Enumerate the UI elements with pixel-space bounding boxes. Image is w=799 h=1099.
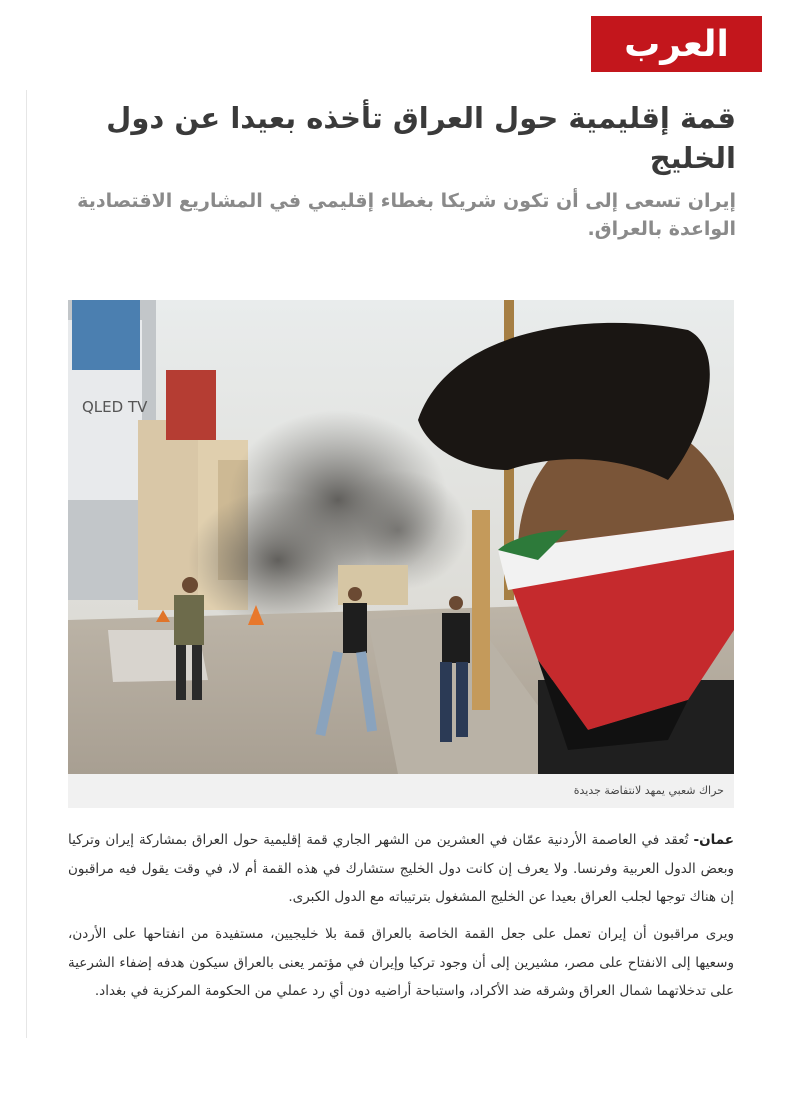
article-paragraph-1: [68, 826, 734, 912]
article-headline: قمة إقليمية حول العراق تأخذه بعيدا عن دول الخليج: [106, 101, 736, 175]
column-divider: [26, 90, 27, 1038]
image-caption: حراك شعبي يمهد لانتفاضة جديدة: [573, 784, 724, 797]
paragraph-1-body: تُعقد في العاصمة الأردنية عمّان في العشرين من الشهر الجاري قمة إقليمية حول العراق بمشاركة إيران وتركيا وبعض الدول العربية وفرنسا. ولا يعرف إن كانت دول الخليج ستشارك في هذه القمة أم لا، في وقت يقول فيه مراقبون إن هناك توجها لجلب العراق بعيدا عن الخليج المشغول بترتيباته مع الدول الكبرى.: [68, 832, 734, 905]
image-caption-bar: [68, 774, 734, 808]
protest-photo-illustration: [68, 300, 734, 774]
site-logo[interactable]: [591, 16, 762, 72]
article-subheadline: إيران تسعى إلى أن تكون شريكا بغطاء إقليمي في المشاريع الاقتصادية الواعدة بالعراق.: [77, 190, 736, 240]
logo-text: العرب: [624, 23, 729, 65]
article-dateline: عمان-: [693, 832, 734, 848]
article-photo: [68, 300, 734, 774]
article-paragraph-2: ويرى مراقبون أن إيران تعمل على جعل القمة الخاصة بالعراق قمة بلا خليجيين، مستفيدة من انفتاحها على الأردن، وسعيها إلى الانفتاح على مصر، مشيرين إلى أن وجود تركيا وإيران في مؤتمر يعنى بالعراق سيكون هدفه إضفاء الشرعية على تدخلاتهما شمال العراق وشرقه ضد الأكراد، واستباحة أراضيه دون أي رد عملي من الحكومة المركزية في بغداد.: [68, 926, 734, 999]
billboard-text: QLED TV: [82, 398, 148, 416]
